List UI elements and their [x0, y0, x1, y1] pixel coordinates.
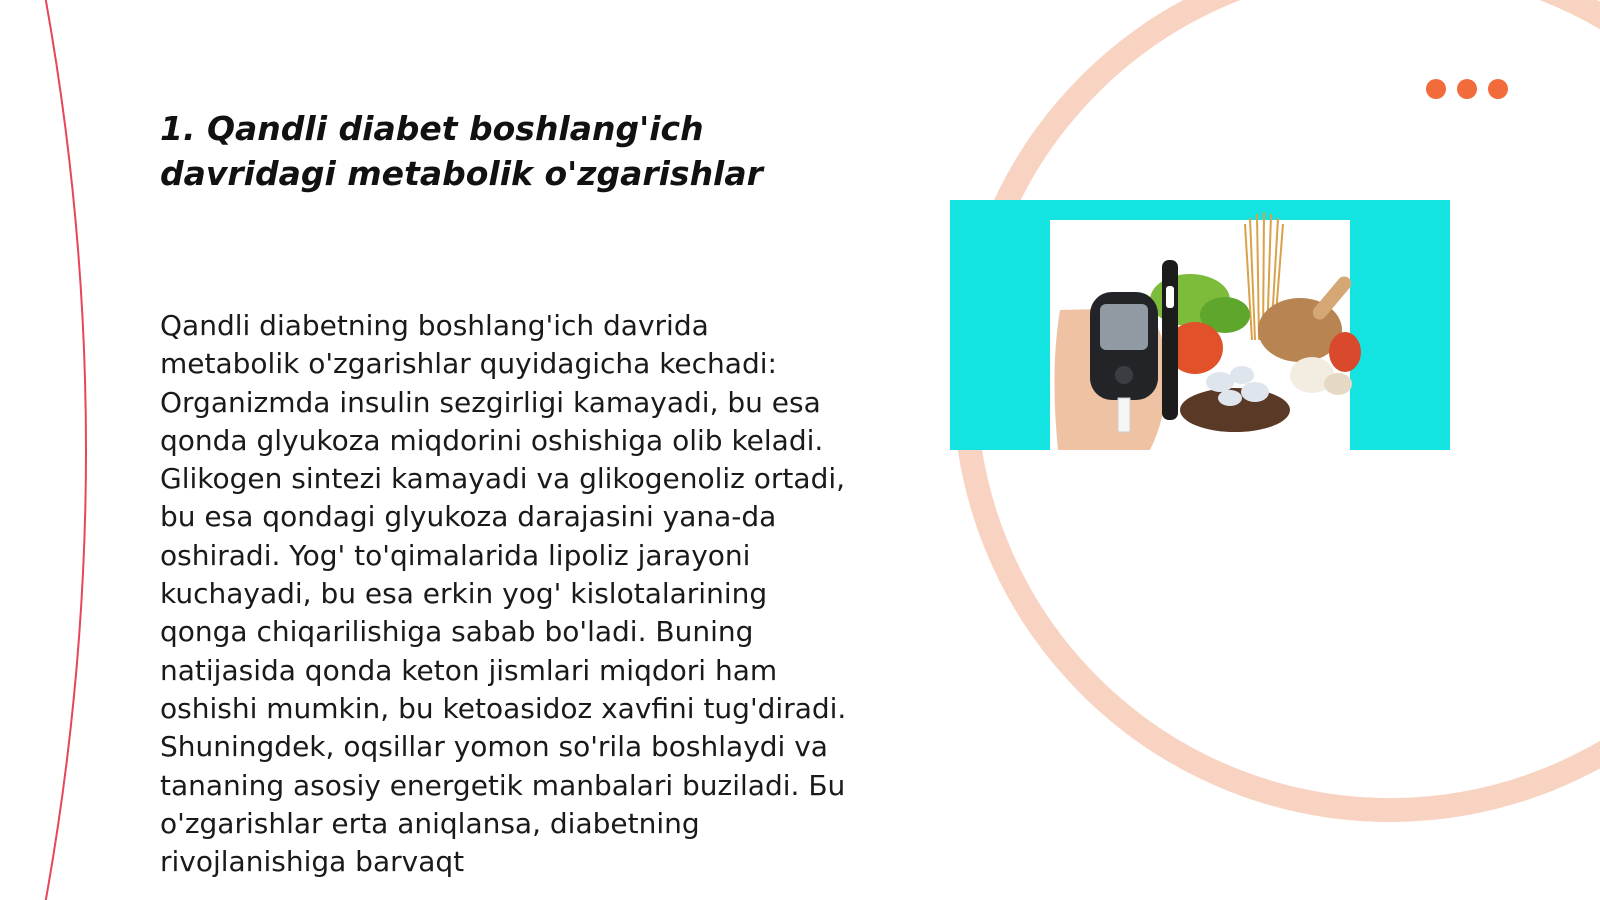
title-line-1: 1. Qandli diabet boshlang'ich	[160, 109, 704, 148]
test-strip	[1118, 398, 1130, 432]
dot	[1457, 79, 1477, 99]
diabetes-illustration-image	[950, 200, 1450, 450]
dot	[1488, 79, 1508, 99]
dot	[1426, 79, 1446, 99]
menu-dots-icon	[1426, 79, 1508, 99]
slide-title	[160, 106, 800, 196]
glucose-meter-food-illustration	[950, 200, 1450, 450]
title-line-2: davridagi metabolik o'zgarishlar	[160, 154, 763, 193]
decorative-left-arc	[44, 0, 86, 900]
lancet-pen	[1162, 260, 1178, 420]
body-paragraph: Qandli diabetning boshlang'ich davrida metabolik o'zgarishlar quyidagicha kechadi: Organizmda insulin sezgirligi kamayadi, bu esa qonda glyukoza miqdorini oshishiga olib keladi. Glikogen sintezi kamayadi va glikogenoliz ortadi, bu esa qondagi glyukoza darajasini yana-da oshiradi. Yog' to'qimalarida lipoliz jarayoni kuchayadi, bu esa erkin yog' kislotalarining qonga chiqarilishiga sabab bo'ladi. Buning natijasida qonda keton jismlari miqdori ham oshishi mumkin, bu ketoasidoz xavfini tug'diradi. Shuningdek, oqsillar yomon so'rila boshlaydi va tananing asosiy energetik manbalari buziladi. Бu o'zgarishlar erta aniqlansa, diabetning rivojlanishiga barvaqt	[160, 309, 847, 879]
